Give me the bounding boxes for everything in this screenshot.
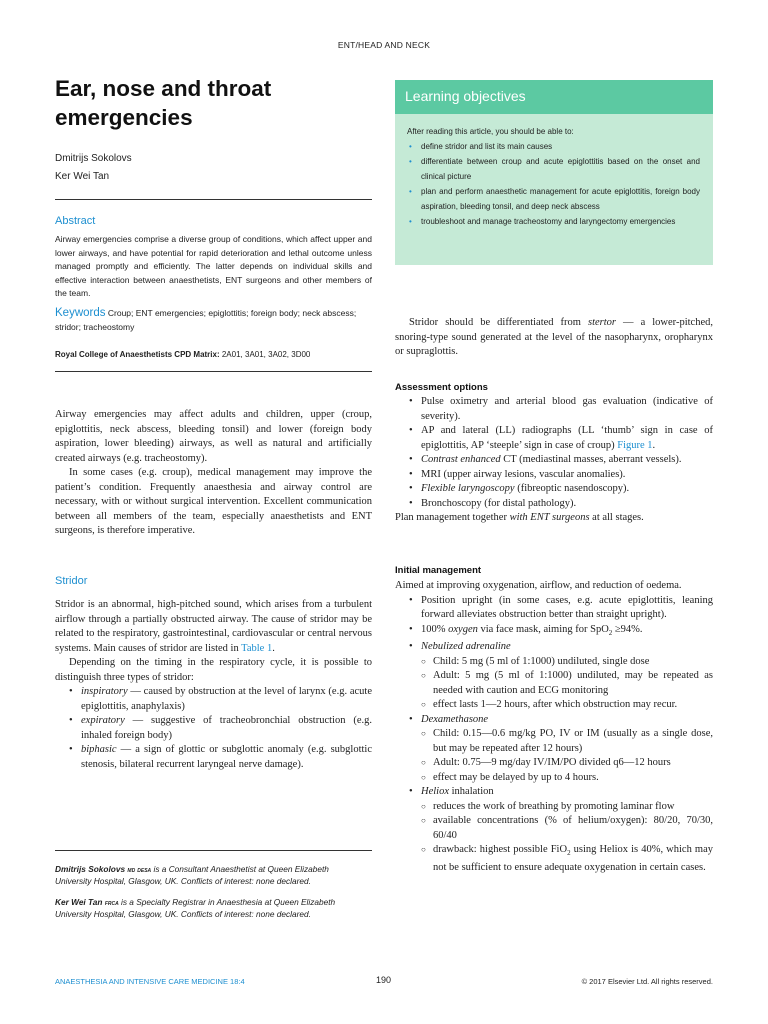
list-item: • Contrast enhanced CT (mediastinal masses, aberrant vessels). xyxy=(407,453,713,468)
keywords-text: Croup; ENT emergencies; epiglottitis; foreign body; neck abscess; stridor; tracheostomy xyxy=(55,308,357,332)
list-item: ○ effect may be delayed by up to 4 hours. xyxy=(421,771,713,786)
footer-copyright: © 2017 Elsevier Ltd. All rights reserved. xyxy=(581,977,713,986)
list-item: • define stridor and list its main causes xyxy=(407,139,700,154)
dexamethasone-sublist xyxy=(421,727,713,785)
running-head: ENT/HEAD AND NECK xyxy=(337,40,431,50)
author-name: Ker Wei Tan xyxy=(55,171,110,182)
initial-list xyxy=(407,594,713,876)
list-item: • Dexamethasone ○ Child: 0.15—0.6 mg/kg PO, IV or IM (usually as a single dose, but may be repeated after 12 hours) ○ Adult: 0.75—9 mg/day IV/IM/PO divided q6—12 hours ○ effect may be delayed by up to 4 hours. xyxy=(407,713,713,786)
list-item: • plan and perform anaesthetic management for acute epiglottitis, foreign body aspiration, bleeding tonsil, and deep neck abscess xyxy=(407,184,700,214)
stridor-heading: Stridor xyxy=(55,575,88,587)
list-item: ○ effect lasts 1—2 hours, after which obstruction may recur. xyxy=(421,698,713,713)
initial-intro: Aimed at improving oxygenation, airflow, and reduction of oedema. xyxy=(395,580,682,591)
abstract-bottom-rule xyxy=(55,371,372,372)
author-list xyxy=(55,150,132,186)
stridor-paragraph: Stridor is an abnormal, high-pitched sound, which arises from a turbulent airflow through a partially obstructed airway. The cause of stridor may be related to the respiratory, gastrointestinal, cardiovascular or central nervous systems. Main causes of stridor are listed in Table 1. xyxy=(55,599,372,654)
page-number: 190 xyxy=(376,975,392,985)
author-name: Dmitrijs Sokolovs xyxy=(55,153,132,164)
learning-objectives-list xyxy=(407,139,700,229)
list-item: • Position upright (in some cases, e.g. acute epiglottitis, leaning forward alleviates obstruction better than straight upright). xyxy=(407,594,713,623)
keywords-line xyxy=(55,307,372,334)
abstract-text: Airway emergencies comprise a diverse group of conditions, which affect upper and lower airways, and have potential for rapid deterioration and lethal outcome unless managed promptly and efficiently. The latter depends on individual skills and effective interaction between anaesthetists, ENT surgeons and other members of the team. xyxy=(55,234,372,298)
footer-journal: ANAESTHESIA AND INTENSIVE CARE MEDICINE 18:4 xyxy=(55,977,245,986)
stridor-paragraph: Depending on the timing in the respiratory cycle, it is possible to distinguish three types of stridor: xyxy=(55,657,372,683)
list-item: ○ Adult: 0.75—9 mg/day IV/IM/PO divided q6—12 hours xyxy=(421,756,713,771)
intro-paragraph: Airway emergencies may affect adults and children, upper (croup, epiglottitis, neck abscess, bleeding tonsil) and lower (foreign body aspiration, lower bleeding) airways, as well as natural and artificially created airways (e.g. tracheostomy). xyxy=(55,409,372,464)
keywords-label: Keywords xyxy=(55,307,106,319)
list-item: • Flexible laryngoscopy (fibreoptic nasendoscopy). xyxy=(407,482,713,497)
list-item: • 100% oxygen via face mask, aiming for SpO$_2$ ≥94%. xyxy=(407,623,713,641)
list-item: • Nebulized adrenaline ○ Child: 5 mg (5 ml of 1:1000) undiluted, single dose ○ Adult: 5 mg (5 ml of 1:1000) undiluted, may be repeated as needed with caution and ECG monitoring ○ effect lasts 1—2 hours, after which obstruction may recur. xyxy=(407,640,713,713)
list-item: ○ Adult: 5 mg (5 ml of 1:1000) undiluted, may be repeated as needed with caution and ECG monitoring xyxy=(421,669,713,698)
learning-objectives-content xyxy=(407,124,700,229)
learning-objectives-intro: After reading this article, you should be able to: xyxy=(407,127,574,136)
list-item: • Bronchoscopy (for distal pathology). xyxy=(407,497,713,512)
figure-1-link[interactable]: Figure 1 xyxy=(617,439,653,451)
stridor-types-list xyxy=(67,685,372,772)
heliox-sublist xyxy=(421,800,713,876)
initial-management-section xyxy=(395,579,713,875)
author-footnotes xyxy=(55,864,355,920)
list-item: ○ available concentrations (% of helium/oxygen): 80/20, 70/30, 60/40 xyxy=(421,814,713,843)
abstract-heading: Abstract xyxy=(55,215,96,227)
list-item: • troubleshoot and manage tracheostomy and laryngectomy emergencies xyxy=(407,214,700,229)
assessment-heading: Assessment options xyxy=(395,382,488,393)
list-item: • inspiratory — caused by obstruction at the level of larynx (e.g. acute epiglottitis, anaphylaxis) xyxy=(67,685,372,714)
assessment-section xyxy=(395,395,713,526)
list-item: ○ reduces the work of breathing by promoting laminar flow xyxy=(421,800,713,815)
list-item: • Heliox inhalation ○ reduces the work of breathing by promoting laminar flow ○ available concentrations (% of helium/oxygen): 80/20, 70/30, 60/40 ○ drawback: highest possible FiO$_2$ using Heliox is 40%, which may not be sufficient to ensure adequate oxygenation in certain cases. xyxy=(407,785,713,875)
intro-paragraph: In some cases (e.g. croup), medical management may improve the patient’s condition. Frequently anaesthesia and airway control are necessary, with or without surgical intervention. Excellent communication between all members of the team, especially anaesthetists and ENT surgeons, is therefore imperative. xyxy=(55,467,372,536)
list-item: • expiratory — suggestive of tracheobronchial obstruction (e.g. inhaled foreign body) xyxy=(67,714,372,743)
intro-section xyxy=(55,408,372,539)
assessment-plan: Plan management together with ENT surgeons at all stages. xyxy=(395,512,644,523)
author-footnote: Ker Wei Tan frca is a Specialty Registrar in Anaesthesia at Queen Elizabeth University Hospital, Glasgow, UK. Conflicts of interest: none declared. xyxy=(55,897,336,919)
article-title: Ear, nose and throat emergencies xyxy=(55,76,272,130)
list-item: • differentiate between croup and acute epiglottitis based on the onset and clinical picture xyxy=(407,154,700,184)
abstract-top-rule xyxy=(55,199,372,200)
initial-management-heading: Initial management xyxy=(395,565,482,576)
cpd-matrix xyxy=(55,350,372,359)
learning-objectives-heading: Learning objectives xyxy=(395,80,713,114)
list-item: ○ Child: 5 mg (5 ml of 1:1000) undiluted, single dose xyxy=(421,655,713,670)
stridor-section xyxy=(55,598,372,772)
list-item: • Pulse oximetry and arterial blood gas evaluation (indicative of severity). xyxy=(407,395,713,424)
table-1-link[interactable]: Table 1 xyxy=(241,642,273,654)
stertor-paragraph: Stridor should be differentiated from stertor — a lower-pitched, snoring-type sound generated at the level of the nasopharynx, oropharynx or supraglottis. xyxy=(395,317,713,357)
list-item: • biphasic — a sign of glottic or subglottic anomaly (e.g. subglottic stenosis, bilateral recurrent laryngeal nerve damage). xyxy=(67,743,372,772)
list-item: ○ Child: 0.15—0.6 mg/kg PO, IV or IM (usually as a single dose, but may be repeated after 12 hours) xyxy=(421,727,713,756)
adrenaline-sublist xyxy=(421,655,713,713)
cpd-codes: 2A01, 3A01, 3A02, 3D00 xyxy=(221,350,311,359)
author-footnote: Dmitrijs Sokolovs md desa is a Consultant Anaesthetist at Queen Elizabeth University Hospital, Glasgow, UK. Conflicts of interest: none declared. xyxy=(55,864,329,886)
list-item: • MRI (upper airway lesions, vascular anomalies). xyxy=(407,468,713,483)
cpd-label: Royal College of Anaesthetists CPD Matrix: xyxy=(55,350,220,359)
list-item: • AP and lateral (LL) radiographs (LL ‘thumb’ sign in case of epiglottitis, AP ‘steeple’ sign in case of croup) Figure 1. xyxy=(407,424,713,453)
footnote-rule xyxy=(55,850,372,851)
assessment-list xyxy=(407,395,713,511)
list-item: ○ drawback: highest possible FiO$_2$ using Heliox is 40%, which may not be sufficient to ensure adequate oxygenation in certain cases. xyxy=(421,843,713,875)
